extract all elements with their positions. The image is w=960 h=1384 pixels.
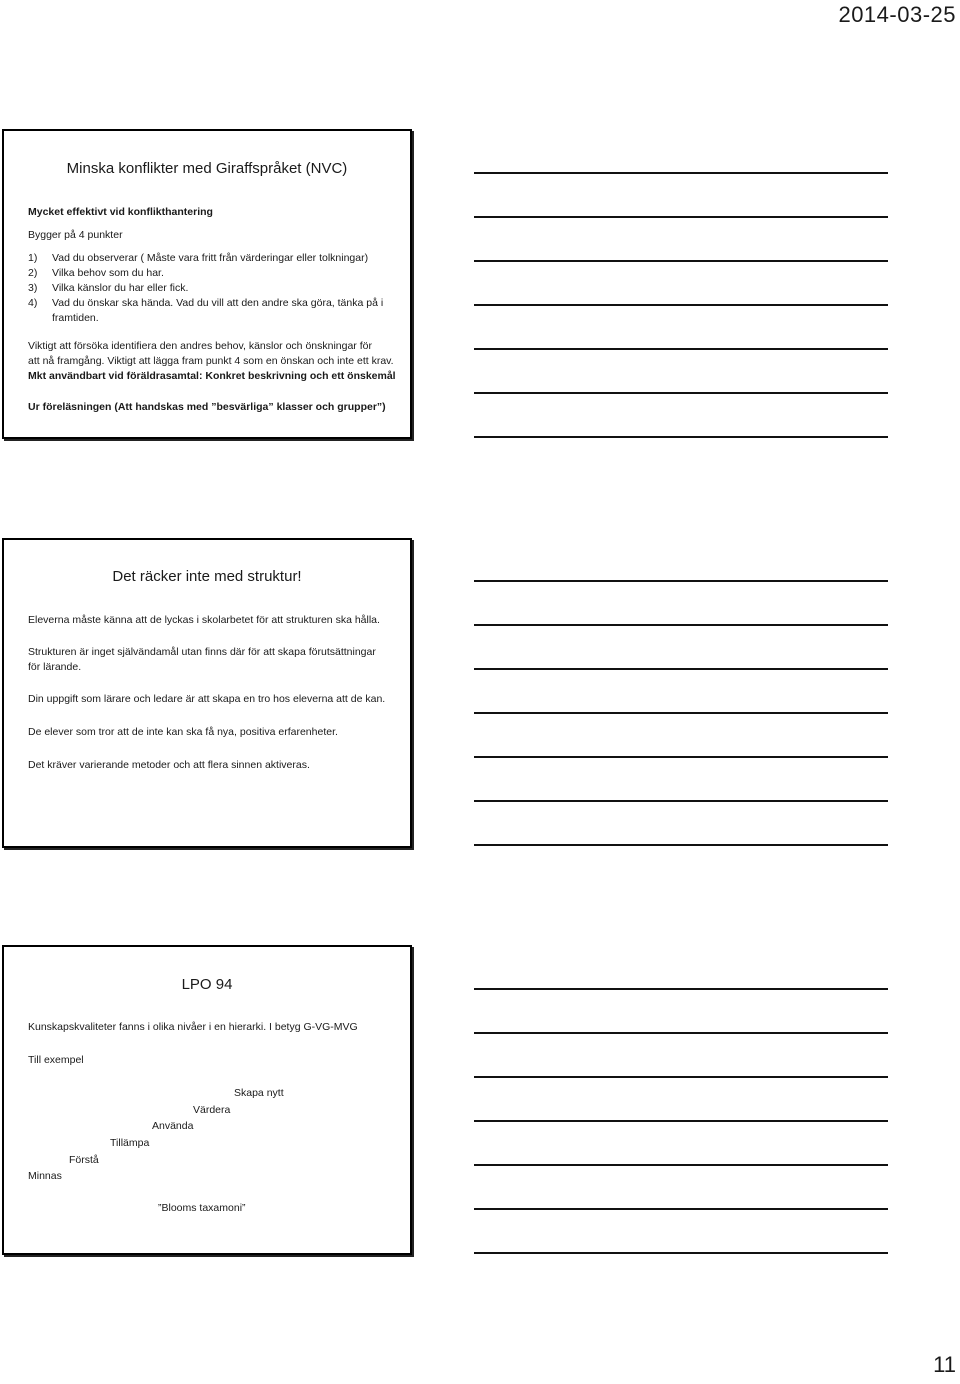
list-item: 3) Vilka känslor du har eller fick. [28,282,189,294]
note-line [474,216,888,218]
list-item: 2) Vilka behov som du har. [28,267,164,279]
paragraph: Viktigt att försöka identifiera den andres behov, känslor och önskningar för [28,340,372,352]
paragraph: Det kräver varierande metoder och att flera sinnen aktiveras. [28,759,310,771]
slide-title: LPO 94 [181,976,233,993]
note-line [474,348,888,350]
note-line [474,172,888,174]
note-line [474,1032,888,1034]
bloom-level: Använda [152,1120,194,1132]
slide-title: Det räcker inte med struktur! [112,568,302,585]
paragraph: Strukturen är inget självändamål utan finns där för att skapa förutsättningar [28,646,376,658]
source-note: Ur föreläsningen (Att handskas med ”besvärliga” klasser och grupper”) [28,401,386,413]
note-line [474,580,888,582]
note-line [474,1208,888,1210]
slide-heading: Mycket effektivt vid konflikthantering [28,206,213,218]
slide-intro: Bygger på 4 punkter [28,229,123,241]
list-item: 1) Vad du observerar ( Måste vara fritt från värderingar eller tolkningar) [28,252,369,264]
note-line [474,668,888,670]
list-item: framtiden. [52,312,99,324]
bloom-level: Minnas [28,1170,62,1182]
note-line [474,988,888,990]
paragraph: Till exempel [28,1054,84,1066]
paragraph: Kunskapskvaliteter fanns i olika nivåer i en hierarki. I betyg G-VG-MVG [28,1021,358,1033]
note-line [474,800,888,802]
bloom-level: Värdera [193,1104,231,1116]
slide-nvc [2,129,412,439]
paragraph-bold: Mkt användbart vid föräldrasamtal: Konkret beskrivning och ett önskemål [28,370,396,382]
note-line [474,756,888,758]
paragraph: De elever som tror att de inte kan ska få nya, positiva erfarenheter. [28,726,338,738]
note-line [474,712,888,714]
bloom-level: Skapa nytt [234,1087,284,1099]
paragraph: Eleverna måste känna att de lyckas i skolarbetet för att strukturen ska hålla. [28,614,380,626]
bloom-level: Tillämpa [110,1137,150,1149]
note-line [474,304,888,306]
note-line [474,1076,888,1078]
note-line [474,1252,888,1254]
page-date: 2014-03-25 [838,2,956,27]
note-line [474,844,888,846]
bloom-level: Förstå [69,1154,99,1166]
slide-structure [2,538,412,848]
paragraph: Din uppgift som lärare och ledare är att skapa en tro hos eleverna att de kan. [28,693,386,705]
list-item: 4) Vad du önskar ska hända. Vad du vill att den andre ska göra, tänka på i [28,297,384,309]
slide-lpo94 [2,945,412,1255]
caption: ”Blooms taxamoni” [158,1202,246,1214]
paragraph: för lärande. [28,661,82,673]
slide-title: Minska konflikter med Giraffspråket (NVC) [66,160,348,177]
note-line [474,624,888,626]
note-line [474,260,888,262]
paragraph: att nå framgång. Viktigt att lägga fram punkt 4 som en önskan och inte ett krav. [28,355,394,367]
note-line [474,1120,888,1122]
note-line [474,436,888,438]
note-line [474,1164,888,1166]
page-number: 11 [933,1352,956,1377]
note-line [474,392,888,394]
